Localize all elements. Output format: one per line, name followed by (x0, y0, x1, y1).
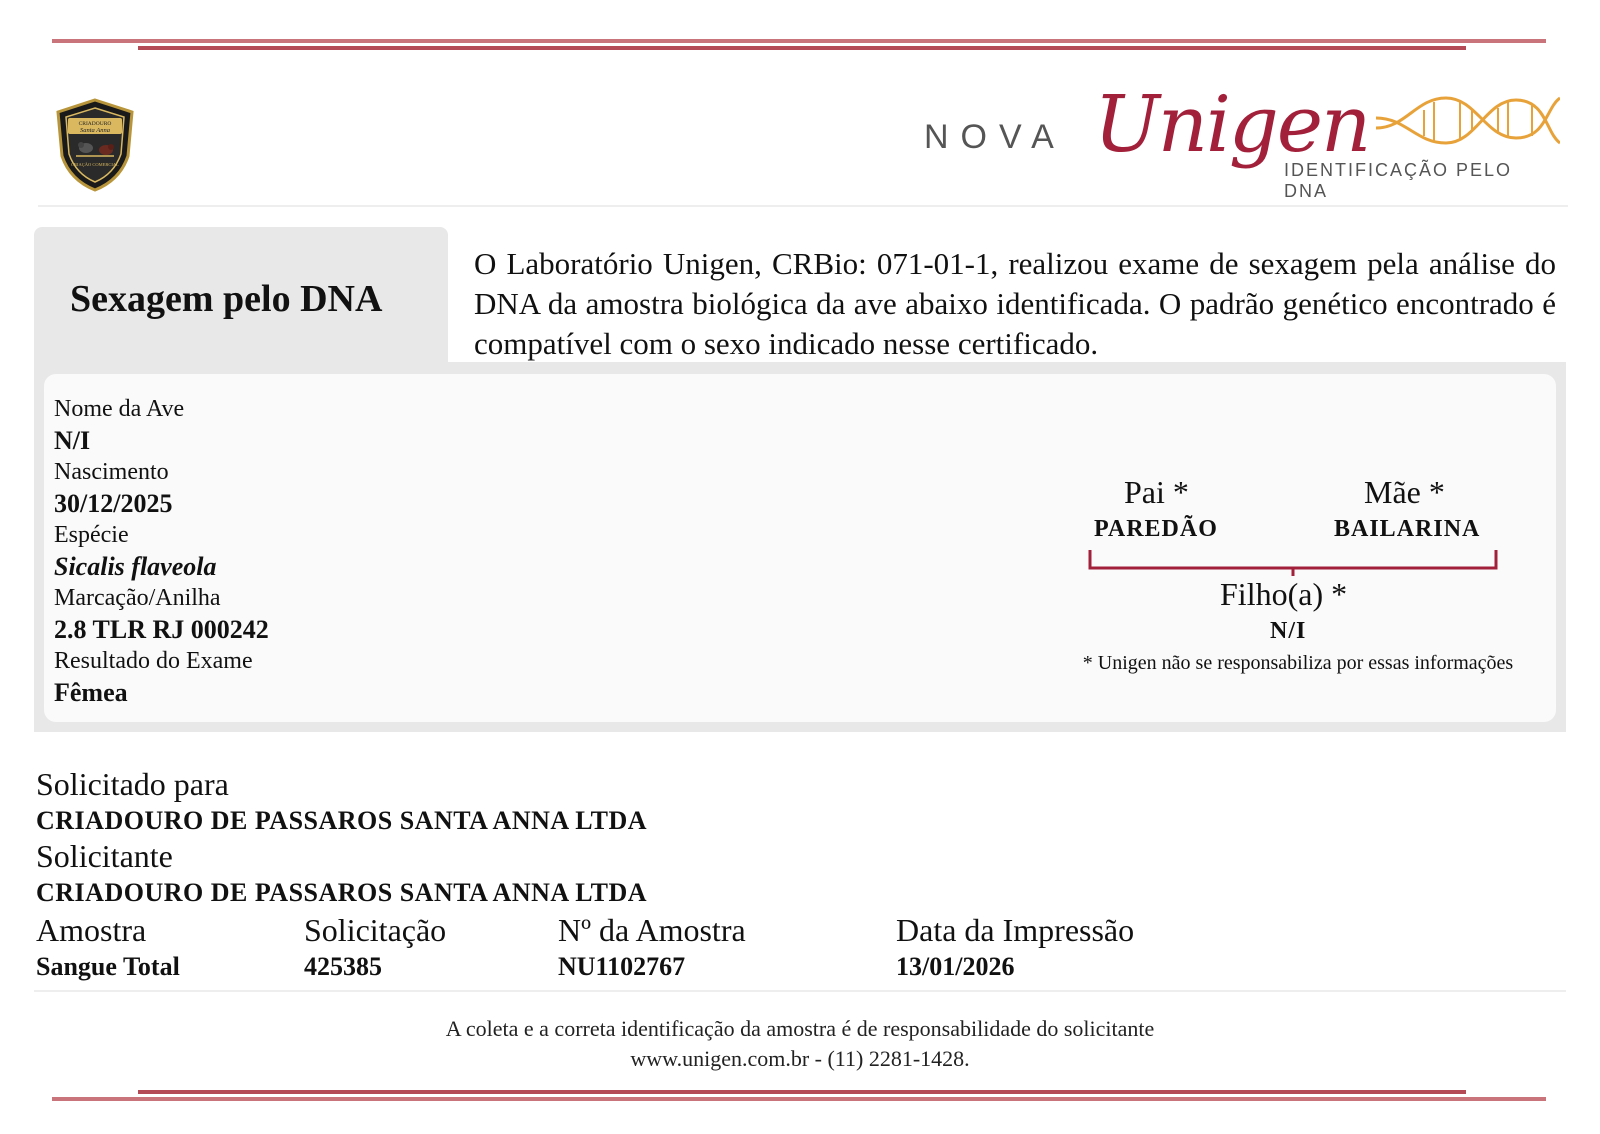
requester-value: CRIADOURO DE PASSAROS SANTA ANNA LTDA (36, 878, 648, 907)
footer-divider (34, 990, 1566, 992)
bird-name-value: N/I (54, 426, 91, 455)
footer-disclaimer: A coleta e a correta identificação da amostra é de responsabilidade do solicitante (445, 1016, 1155, 1041)
top-rule-inner (138, 46, 1466, 50)
parentage-block (1040, 470, 1560, 680)
result-label: Resultado do Exame (54, 648, 253, 674)
parentage-disclaimer: * Unigen não se responsabiliza por essas informações (1082, 652, 1514, 674)
child-value: N/I (1270, 618, 1307, 644)
print-date-label: Data da Impressão (896, 912, 1135, 948)
mother-value: BAILARINA (1334, 516, 1481, 542)
dna-helix-icon (1376, 88, 1560, 152)
father-value: PAREDÃO (1094, 516, 1218, 542)
birth-label: Nascimento (54, 459, 169, 485)
brand-nova-text: NOVA (924, 118, 1066, 156)
sample-number-value: NU1102767 (558, 952, 686, 981)
brand-tagline: IDENTIFICAÇÃO PELO DNA (1284, 160, 1513, 201)
header-divider (38, 205, 1568, 207)
intro-paragraph: O Laboratório Unigen, CRBio: 071-01-1, realizou exame de sexagem pela análise do DNA da amostra biológica da ave abaixo identificada. O padrão genético encontrado é compatível com o sexo indicado nesse certificado. (474, 246, 1556, 361)
footer-contact: www.unigen.com.br - (11) 2281-1428. (630, 1046, 970, 1071)
crest-text-top: CRIADOURO (78, 121, 112, 127)
sample-number-label: Nº da Amostra (558, 912, 746, 948)
child-label: Filho(a) * (1220, 576, 1348, 612)
species-value: Sicalis flaveola (54, 552, 217, 581)
result-value: Fêmea (54, 678, 128, 707)
bird-name-label: Nome da Ave (54, 396, 185, 422)
breeder-crest-logo (54, 98, 136, 192)
mother-label: Mãe * (1364, 474, 1445, 510)
title-tab (34, 227, 448, 375)
ring-value: 2.8 TLR RJ 000242 (54, 615, 269, 644)
request-number-value: 425385 (304, 952, 382, 981)
document-title: Sexagem pelo DNA (70, 278, 383, 320)
crest-text-name: Santa Anna (79, 127, 111, 134)
father-label: Pai * (1124, 474, 1189, 510)
bottom-rule-inner (138, 1090, 1466, 1094)
request-number-label: Solicitação (304, 912, 447, 948)
birth-value: 30/12/2025 (54, 489, 173, 518)
unigen-logo (924, 80, 1560, 201)
crest-text-bottom: CRIAÇÃO COMERCIAL (71, 162, 119, 167)
print-date-value: 13/01/2026 (896, 952, 1015, 981)
species-label: Espécie (54, 522, 129, 548)
sample-type-label: Amostra (36, 912, 147, 948)
requested-for-label: Solicitado para (36, 766, 229, 802)
top-rule-outer (52, 39, 1546, 43)
parentage-bracket (1084, 542, 1504, 576)
requested-for-value: CRIADOURO DE PASSAROS SANTA ANNA LTDA (36, 806, 648, 835)
ring-label: Marcação/Anilha (54, 585, 221, 611)
requester-label: Solicitante (36, 838, 173, 874)
sample-type-value: Sangue Total (36, 952, 180, 981)
brand-script-text: Unigen (1094, 80, 1370, 170)
bottom-rule-outer (52, 1097, 1546, 1101)
